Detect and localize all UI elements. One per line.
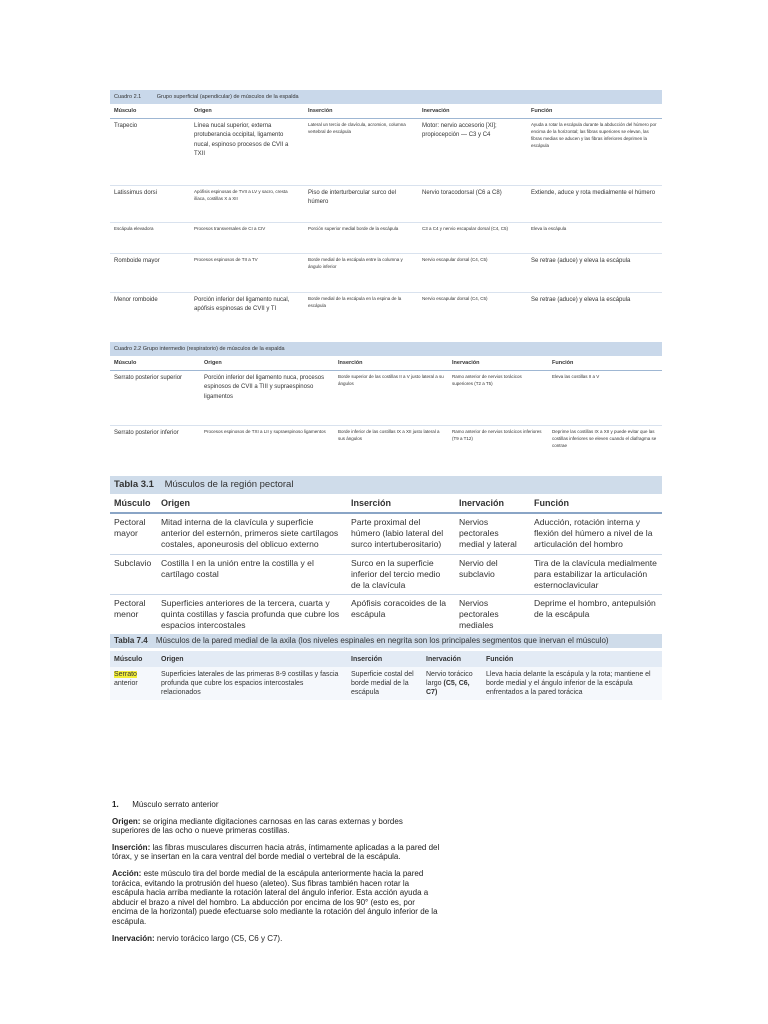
cell-insertion: Borde inferior de las costillas IX a XII justo lateral a sus ángulos	[338, 429, 440, 441]
table-number: Tabla 3.1	[114, 479, 154, 490]
cell-origin: Procesos transversales de CI a CIV	[194, 226, 266, 231]
cell-muscle: Serrato posterior inferior	[114, 430, 179, 436]
cell-nerve: Nervios pectorales mediales	[459, 598, 499, 631]
cell-origin: Porción inferior del ligamento nuca, procesos espinosos de CVII a TIII y supraespinoso ligamentos	[204, 375, 325, 400]
header-insercion: Inserción	[351, 655, 383, 663]
header-inervacion: Inervación	[422, 108, 450, 114]
cell-insertion: Borde medial de la escápula entre la columna y ángulo inferior	[308, 257, 403, 269]
header-inervacion: Inervación	[426, 655, 462, 663]
cell-nerve: Nervio toracodorsal (C6 a C8)	[422, 190, 502, 196]
cell-nerve: Motor: nervio accesorio [XI]; propiocepción — C3 y C4	[422, 123, 497, 139]
table-row	[110, 254, 662, 293]
cell-insertion: Apófisis coracoides de la escápula	[351, 598, 447, 620]
header-funcion: Función	[486, 655, 514, 663]
cell-origin: Superficies laterales de las primeras 8-9 costillas y fascia profunda que cubre los espacios intercostales relacionados	[161, 671, 339, 697]
table-row	[110, 595, 662, 635]
cell-function: Lleva hacia delante la escápula y la rota; mantiene el borde medial y el ángulo inferior de la escápula enfrentados a la pared torácica	[486, 671, 651, 697]
cell-muscle: Pectoral menor	[114, 598, 146, 620]
cell-insertion: Surco en la superficie inferior del tercio medio de la clavícula	[351, 557, 441, 590]
text-inervacion: nervio torácico largo (C5, C6 y C7).	[156, 933, 283, 943]
cell-muscle: Serrato posterior superior	[114, 375, 183, 381]
cell-function: Ayuda a rotar la escápula durante la abducción del húmero por encima de la horizontal; las fibras superiores se elevan, las fibras medias se aducen y las fibras inferiores deprimen la escápula	[531, 122, 657, 148]
header-inervacion: Inervación	[452, 360, 480, 366]
cell-muscle: Trapecio	[114, 123, 138, 129]
table-header	[110, 494, 662, 514]
table-row	[110, 223, 662, 254]
table-title	[110, 90, 662, 104]
cell-nerve: Nervio del subclavio	[459, 557, 498, 579]
paragraph-origen	[112, 817, 440, 836]
cell-function: Deprime el hombro, antepulsión de la escápula	[534, 598, 656, 620]
cell-muscle: Pectoral mayor	[114, 517, 146, 539]
table-title	[110, 476, 662, 494]
cell-insertion: Parte proximal del húmero (labio lateral del surco intertuberositario)	[351, 517, 444, 550]
cell-muscle: Latissimus dorsi	[114, 190, 158, 196]
header-insercion: Inserción	[351, 498, 392, 508]
label-inervacion: Inervación:	[112, 933, 155, 943]
table-caption: Músculos de la pared medial de la axila (los niveles espinales en negrita son los principales segmentos que inervan el músculo)	[155, 636, 609, 645]
item-title: Músculo serrato anterior	[132, 800, 219, 809]
table-cuadro-2-2	[110, 342, 662, 470]
table-caption: Grupo superficial (apendicular) de músculos de la espalda	[156, 94, 299, 100]
header-musculo: Músculo	[114, 108, 137, 114]
table-row	[110, 186, 662, 223]
text-insercion: las fibras musculares discurren hacia atrás, íntimamente aplicadas a la pared del tórax, y se insertan en la cara ventral del borde medial o vertebral de la escápula.	[112, 842, 440, 862]
cell-insertion: Porción superior medial borde de la escápula	[308, 226, 399, 231]
table-number: Cuadro 2.1	[114, 94, 142, 100]
header-funcion: Función	[531, 108, 553, 114]
table-row	[110, 514, 662, 555]
cell-origin: Línea nucal superior, externa protuberancia occipital, ligamento nucal, espinoso procesos de CVII a TXII	[194, 123, 289, 157]
cell-nerve: Nervio escapular dorsal (C4, C5)	[422, 257, 488, 262]
paragraph-accion	[112, 869, 440, 927]
table-7-4	[110, 634, 662, 704]
table-header	[110, 651, 662, 667]
cell-function: Extiende, aduce y rota medialmente el húmero	[531, 190, 656, 196]
table-cuadro-2-1	[110, 90, 662, 323]
cell-nerve: Ramo anterior de nervios torácicos superiores (T2 a T5)	[452, 374, 522, 386]
cell-muscle: Escápula elevadora	[114, 226, 154, 231]
table-row	[110, 667, 662, 700]
cell-origin: Apófisis espinosas de TVII a LV y sacro, cresta ilíaca, costillas X a XII	[194, 189, 288, 201]
text-accion: este músculo tira del borde medial de la escápula anteriormente hacia la pared torácica, evitando la protrusión del hueso (aleteo). Sus fibras también hacen rotar la escápula hacia arriba mediante la rotación lateral del ángulo inferior. Esta acción ayuda a abducir el brazo a nivel del hombro. La abducción por encima de los 90° (esto es, por encima de la horizontal) puede efectuarse solo mediante la rotación del ángulo inferior de la escápula.	[112, 868, 438, 926]
table-title: Cuadro 2.2 Grupo intermedio (respiratorio) de músculos de la espalda	[110, 342, 662, 356]
header-origen: Origen	[161, 655, 184, 663]
cell-nerve: Nervios pectorales medial y lateral	[459, 517, 517, 550]
cell-nerve: Ramo anterior de nervios torácicos inferiores (T9 a T12)	[452, 429, 542, 441]
header-funcion: Función	[552, 360, 574, 366]
cell-muscle: Romboide mayor	[114, 258, 160, 264]
item-number: 1.	[112, 800, 119, 809]
cell-origin: Porción inferior del ligamento nucal, apófisis espinosas de CVII y TI	[194, 297, 290, 313]
cell-function: Aducción, rotación interna y flexión del húmero a nivel de la articulación del hombro	[534, 517, 653, 550]
cell-insertion: Piso de interturbercular surco del húmero	[308, 190, 397, 206]
header-insercion: Inserción	[308, 108, 333, 114]
table-caption: Músculos de la región pectoral	[164, 479, 294, 490]
paragraph-insercion	[112, 843, 440, 862]
cell-insertion: Borde medial de la escápula en la espina de la escápula	[308, 296, 402, 308]
cell-origin: Procesos espinosos de TII a TV	[194, 257, 258, 262]
table-row	[110, 119, 662, 186]
header-insercion: Inserción	[338, 360, 363, 366]
cell-muscle: Menor romboide	[114, 297, 158, 303]
label-accion: Acción:	[112, 868, 142, 878]
table-row	[110, 555, 662, 596]
header-musculo: Músculo	[114, 360, 137, 366]
cell-function: Se retrae (aduce) y eleva la escápula	[531, 258, 631, 264]
cell-origin: Mitad interna de la clavícula y superficie anterior del esternón, primeros siete cartílagos costales, aponeurosis del oblicuo externo	[161, 517, 339, 550]
table-header	[110, 356, 662, 371]
muscle-rest: anterior	[114, 680, 138, 688]
cell-nerve	[422, 670, 482, 697]
table-row	[110, 371, 662, 426]
table-header	[110, 104, 662, 119]
header-inervacion: Inervación	[459, 498, 505, 508]
item-heading	[112, 800, 440, 810]
header-musculo: Músculo	[114, 655, 143, 663]
header-origen: Origen	[194, 108, 212, 114]
cell-origin: Procesos espinosos de TXI a LII y supraespinoso ligamentos	[204, 429, 326, 434]
cell-nerve: Nervio escapular dorsal (C4, C5)	[422, 296, 488, 301]
cell-function: Deprime las costillas IX a XII y puede evitar que las costillas inferiores se eleven cuando el diafragma se contrae	[552, 429, 657, 448]
table-row	[110, 293, 662, 323]
nerve-name: Nervio torácico largo	[426, 671, 473, 688]
cell-function: Eleva las costillas II a V	[552, 374, 600, 379]
header-origen: Origen	[204, 360, 222, 366]
cell-muscle	[110, 670, 157, 697]
cell-insertion: Borde superior de las costillas II a V justo lateral a su ángulos	[338, 374, 444, 386]
nerve-levels: (C5, C6, C7)	[426, 680, 470, 697]
cell-origin: Superficies anteriores de la tercera, cuarta y quinta costillas y fascia profunda que cubre los espacios intercostales	[161, 598, 340, 631]
header-origen: Origen	[161, 498, 191, 508]
header-funcion: Función	[534, 498, 569, 508]
label-insercion: Inserción:	[112, 842, 151, 852]
text-origen: se origina mediante digitaciones carnosas en las caras externas y bordes superiores de las ocho o nueve primeras costillas.	[112, 816, 403, 836]
cell-function: Eleva la escápula	[531, 226, 567, 231]
cell-nerve: C3 a C4 y nervio escapular dorsal (C4, C5)	[422, 226, 509, 231]
cell-origin: Costilla I en la unión entre la costilla y el cartílago costal	[161, 557, 314, 579]
paragraph-inervacion	[112, 934, 440, 944]
cell-function: Se retrae (aduce) y eleva la escápula	[531, 297, 631, 303]
cell-insertion: Lateral un tercio de clavícula, acromion, columna vertebral de escápula	[308, 122, 406, 134]
table-number: Tabla 7.4	[114, 636, 148, 645]
label-origen: Origen:	[112, 816, 141, 826]
table-title	[110, 634, 662, 648]
cell-insertion: Superficie costal del borde medial de la escápula	[351, 671, 414, 697]
table-row	[110, 426, 662, 470]
notes-section	[112, 800, 440, 950]
highlighted-text: Serrato	[114, 671, 137, 678]
header-musculo: Músculo	[114, 498, 151, 508]
cell-muscle: Subclavio	[114, 557, 152, 568]
table-3-1	[110, 476, 662, 634]
cell-function: Tira de la clavícula medialmente para estabilizar la articulación esternoclavicular	[534, 557, 657, 590]
